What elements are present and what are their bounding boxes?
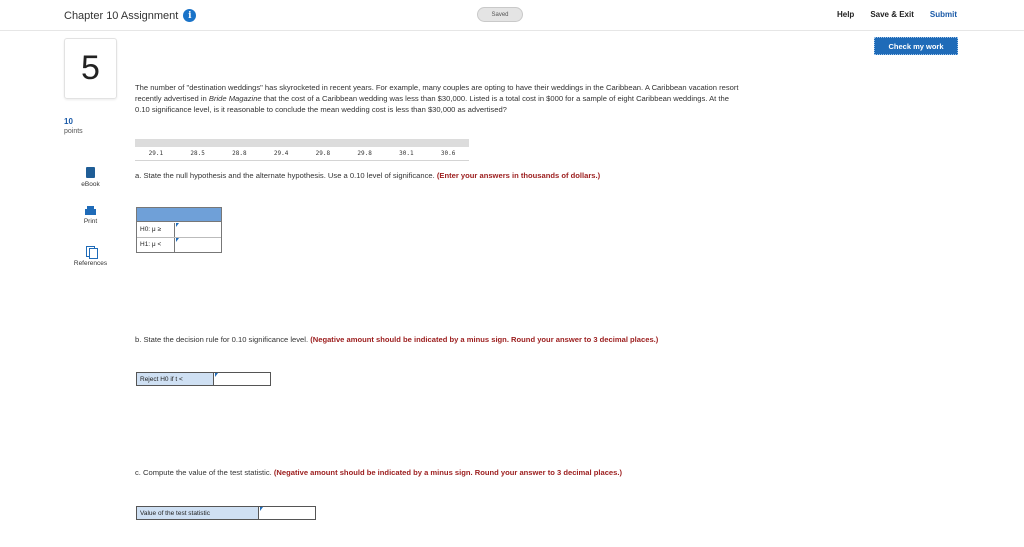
- test-statistic-field: [136, 506, 316, 520]
- h0-row: [137, 222, 221, 237]
- data-cell: 30.6: [440, 150, 456, 157]
- part-a-text: a. State the null hypothesis and the alternate hypothesis. Use a 0.10 level of significance.: [135, 171, 435, 180]
- help-link[interactable]: Help: [836, 10, 855, 19]
- references-icon: [86, 246, 96, 257]
- data-cell: 28.8: [232, 150, 247, 157]
- part-a-prompt: [135, 170, 745, 181]
- question-text-part1: The number of "destination weddings" has skyrocketed in recent years. For example, many couples are opting to have their weddings in the Caribbean. A Caribbean vacation resort recently advertised in: [135, 83, 739, 103]
- part-b-text: b. State the decision rule for 0.10 significance level.: [135, 335, 309, 344]
- h0-input[interactable]: [175, 223, 221, 237]
- question-text: [135, 82, 740, 115]
- printer-icon: [85, 206, 96, 215]
- sample-data-table: [135, 139, 469, 161]
- question-number: 5: [64, 38, 117, 99]
- top-links: [837, 10, 957, 19]
- h1-input[interactable]: [175, 238, 221, 252]
- test-statistic-flag-icon: [260, 507, 263, 511]
- references-label: References: [73, 260, 108, 267]
- decision-rule-flag-icon: [215, 373, 218, 377]
- data-row: [135, 147, 469, 161]
- saved-status-badge: Saved: [477, 7, 523, 22]
- test-statistic-input[interactable]: [259, 507, 315, 519]
- hypothesis-table: [136, 207, 222, 253]
- part-b-prompt: [135, 334, 745, 345]
- decision-rule-field: [136, 372, 271, 386]
- hypothesis-table-header: [137, 208, 221, 222]
- ebook-tool[interactable]: [64, 167, 117, 188]
- data-table-header: [135, 139, 469, 147]
- data-cell: 29.4: [273, 150, 289, 157]
- submit-link[interactable]: Submit: [929, 10, 957, 19]
- question-text-magazine: Bride Magazine: [208, 94, 262, 103]
- part-b-note: (Negative amount should be indicated by a minus sign. Round your answer to 3 decimal places.): [310, 335, 659, 344]
- question-text-part2: that the cost of a Caribbean wedding was less than $30,000. Listed is a total cost in $000 for a sample of eight Caribbean weddings. At the 0.10 significance level, is it reasonable to conclude the mean wedding cost is less than $30,000 as advertised?: [135, 94, 729, 114]
- points-label: points: [64, 128, 83, 135]
- part-c-text: c. Compute the value of the test statistic.: [135, 468, 272, 477]
- print-tool[interactable]: [64, 206, 117, 225]
- top-bar: [0, 0, 1024, 31]
- info-icon[interactable]: i: [183, 9, 196, 22]
- data-cell: 29.8: [357, 150, 372, 157]
- references-tool[interactable]: [64, 246, 117, 267]
- h1-input-flag-icon: [176, 238, 179, 242]
- part-a-note: (Enter your answers in thousands of dollars.): [436, 171, 601, 180]
- h0-input-flag-icon: [176, 223, 179, 227]
- h1-row: [137, 237, 221, 252]
- h1-label: H1: μ <: [137, 238, 175, 252]
- data-cell: 28.5: [190, 150, 205, 157]
- h0-label: H0: μ ≥: [137, 223, 175, 237]
- data-cell: 30.1: [399, 150, 414, 157]
- part-c-note: (Negative amount should be indicated by a minus sign. Round your answer to 3 decimal places.): [273, 468, 623, 477]
- data-cell: 29.1: [148, 150, 164, 157]
- decision-rule-label: Reject H0 if t <: [137, 373, 214, 385]
- save-exit-link[interactable]: Save & Exit: [870, 10, 914, 19]
- part-c-prompt: [135, 467, 745, 478]
- check-my-work-button[interactable]: Check my work: [874, 37, 958, 55]
- data-cell: 29.8: [315, 150, 331, 157]
- test-statistic-label: Value of the test statistic: [137, 507, 259, 519]
- print-label: Print: [83, 218, 98, 225]
- assignment-title: [64, 9, 196, 22]
- ebook-icon: [86, 167, 95, 178]
- points-value: 10: [64, 117, 73, 126]
- decision-rule-input[interactable]: [214, 373, 270, 385]
- assignment-title-text: Chapter 10 Assignment: [64, 9, 179, 22]
- ebook-label: eBook: [81, 181, 100, 188]
